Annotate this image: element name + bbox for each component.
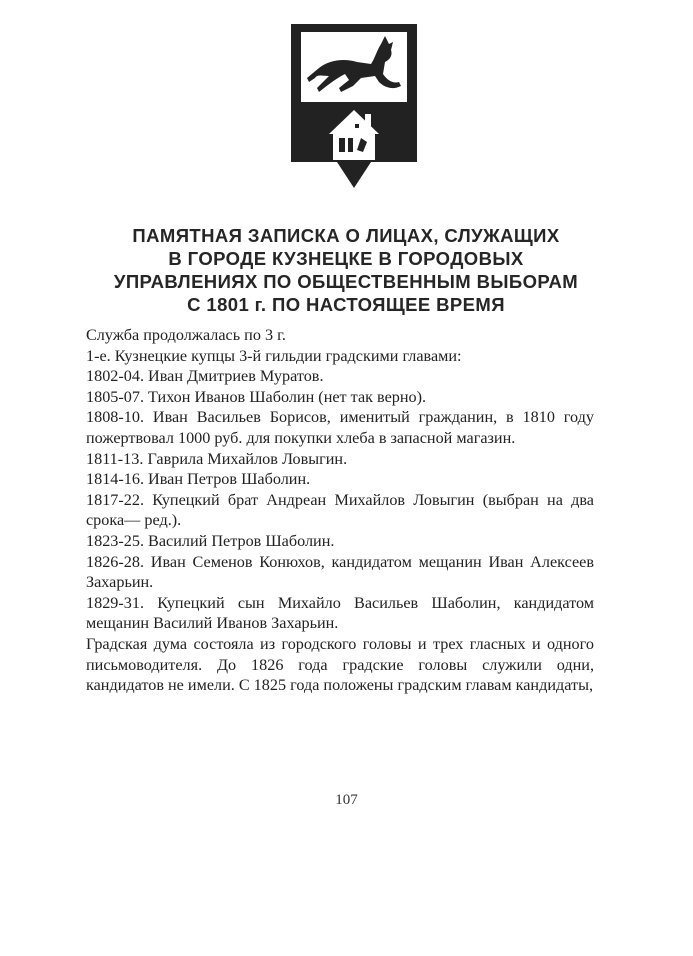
memo-body xyxy=(86,325,594,696)
title-line: ПАМЯТНАЯ ЗАПИСКА О ЛИЦАХ, СЛУЖАЩИХ xyxy=(132,225,560,246)
paragraph: Градская дума состояла из городского головы и трех гласных и одного письмоводителя. До 1826 года градские головы служили одни, кандидатов не имели. С 1825 года положены градским главам кандидаты, xyxy=(86,634,594,695)
title-line: С 1801 г. ПО НАСТОЯЩЕЕ ВРЕМЯ xyxy=(187,294,505,315)
paragraph: 1829-31. Купецкий сын Михайло Васильев Шаболин, кандидатом мещанин Василий Иванов Захарьин. xyxy=(86,593,594,633)
paragraph: 1805-07. Тихон Иванов Шаболин (нет так верно). xyxy=(86,387,427,406)
paragraph: Служба продолжалась по 3 г. xyxy=(86,326,286,344)
title-line: В ГОРОДЕ КУЗНЕЦКЕ В ГОРОДОВЫХ xyxy=(168,248,524,269)
memo-title xyxy=(60,224,632,316)
paragraph: 1802-04. Иван Дмитриев Муратов. xyxy=(86,367,324,386)
page-number: 107 xyxy=(335,792,358,808)
paragraph: 1814-16. Иван Петров Шаболин. xyxy=(86,470,311,489)
paragraph: 1817-22. Купецкий брат Андреан Михайлов Ловыгин (выбран на два срока— ред.). xyxy=(86,490,594,530)
title-line: УПРАВЛЕНИЯХ ПО ОБЩЕСТВЕННЫМ ВЫБОРАМ xyxy=(113,271,579,292)
paragraph: 1-е. Кузнецкие купцы 3-й гильдии градскими главами: xyxy=(86,346,462,365)
paragraph: 1826-28. Иван Семенов Конюхов, кандидатом мещанин Иван Алексеев Захарьин. xyxy=(86,552,594,592)
paragraph: 1811-13. Гаврила Михайлов Ловыгин. xyxy=(86,449,348,468)
paragraph: 1808-10. Иван Васильев Борисов, именитый гражданин, в 1810 году пожертвовал 1000 руб. для покупки хлеба в запасной магазин. xyxy=(86,408,594,447)
paragraph: 1823-25. Василий Петров Шаболин. xyxy=(86,531,335,550)
kuznetsk-coat-of-arms xyxy=(289,22,419,192)
